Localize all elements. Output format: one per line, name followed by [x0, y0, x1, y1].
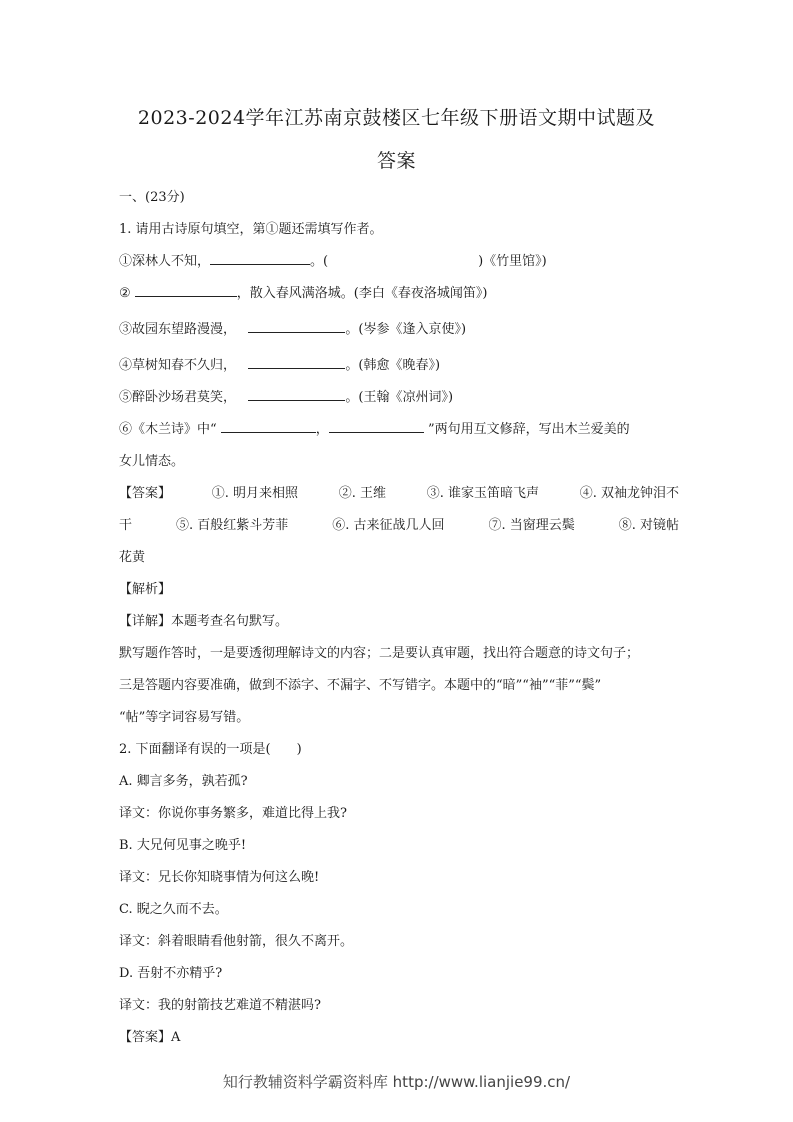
answer-item: ⑦. 当窗理云鬓 [488, 518, 575, 533]
question-1-item-1 [119, 250, 679, 269]
item-text: ④草树知春不久归， [119, 358, 237, 373]
document-title-line1: 2023-2024学年江苏南京鼓楼区七年级下册语文期中试题及 [137, 107, 656, 129]
item-text: ， [315, 422, 329, 437]
item-text: 。(王翰《凉州词》) [345, 390, 454, 405]
option-d: D. 吾射不亦精乎? [119, 966, 223, 981]
option-a-translation: 译文：你说你事务繁多，难道比得上我? [119, 806, 347, 821]
explanation-paragraph: “帖”等字词容易写错。 [119, 710, 250, 725]
item-text: ”两句用互文修辞，写出木兰爱美的 [427, 422, 630, 437]
question-2-answer: 【答案】A [119, 1030, 181, 1045]
section-heading: 一、(23分) [119, 190, 185, 205]
item-text: ③故园东望路漫漫， [119, 322, 237, 337]
item-text: ⑤醉卧沙场君莫笑， [119, 390, 237, 405]
option-b: B. 大兄何见事之晚乎! [119, 838, 247, 853]
answer-row [119, 514, 679, 533]
explanation-paragraph: 默写题作答时，一是要透彻理解诗文的内容；二是要认真审题，找出符合题意的诗文句子； [119, 646, 640, 661]
question-1-item-2 [119, 282, 679, 301]
answer-item: ⑥. 古来征战几人回 [332, 518, 445, 533]
item-text: 。(岑参《逢入京使》) [345, 322, 467, 337]
item-text: 。(韩愈《晚春》) [345, 358, 441, 373]
option-d-translation: 译文：我的射箭技艺难道不精湛吗? [119, 998, 321, 1013]
answer-row-cont: 花黄 [119, 550, 146, 565]
footer-watermark: 知行教辅资料学霸资料库 http://www.lianjie99.cn/ [222, 1073, 571, 1091]
option-c: C. 睨之久而不去。 [119, 902, 228, 917]
option-c-translation: 译文：斜着眼睛看他射箭，很久不离开。 [119, 934, 354, 949]
item-text: )《竹里馆》) [478, 254, 547, 269]
option-b-translation: 译文：兄长你知晓事情为何这么晚! [119, 870, 320, 885]
item-text: ② [119, 286, 131, 301]
option-a: A. 卿言多务，孰若孤? [119, 774, 248, 789]
answer-item: ⑤. 百般红紫斗芳菲 [175, 518, 289, 533]
question-1-item-6-cont: 女儿情态。 [119, 454, 185, 469]
answer-label: 【答案】 [119, 486, 172, 501]
item-text: 。( [310, 254, 329, 269]
answer-item: ②. 王维 [338, 486, 386, 501]
answer-blank [135, 284, 237, 297]
item-text: ，散入春风满洛城。(李白《春夜洛城闻笛》) [236, 286, 488, 301]
answer-item: ④. 双袖龙钟泪不 [579, 486, 679, 501]
analysis-label: 【解析】 [119, 582, 172, 597]
question-1-prompt: 1. 请用古诗原句填空，第①题还需填写作者。 [119, 222, 383, 237]
question-1-item-3 [119, 318, 679, 337]
question-2-prompt: 2. 下面翻译有误的一项是( ) [119, 742, 302, 757]
answer-blank [248, 320, 345, 333]
question-1-item-5 [119, 386, 679, 405]
answer-blank [248, 388, 345, 401]
item-text: ①深林人不知， [119, 254, 211, 269]
item-text: ⑥《木兰诗》中“ [119, 422, 217, 437]
answer-blank [210, 252, 310, 265]
answer-item: ①. 明月来相照 [211, 486, 298, 501]
explanation-paragraph: 三是答题内容要准确，做到不添字、不漏字、不写错字。本题中的“暗”“袖”“菲”“鬓” [119, 678, 602, 693]
question-1-item-4 [119, 354, 679, 373]
document-title-line2: 答案 [376, 150, 416, 172]
answer-item: ⑧. 对镜帖 [618, 518, 679, 533]
author-blank [328, 252, 478, 265]
answer-item: ③. 谁家玉笛暗飞声 [426, 486, 539, 501]
answer-blank [248, 356, 345, 369]
question-1-item-6 [119, 418, 679, 437]
detail-label: 【详解】本题考查名句默写。 [119, 614, 289, 629]
answer-row [119, 482, 679, 501]
answer-item: 干 [119, 518, 133, 533]
answer-blank [329, 420, 424, 433]
answer-blank [221, 420, 316, 433]
